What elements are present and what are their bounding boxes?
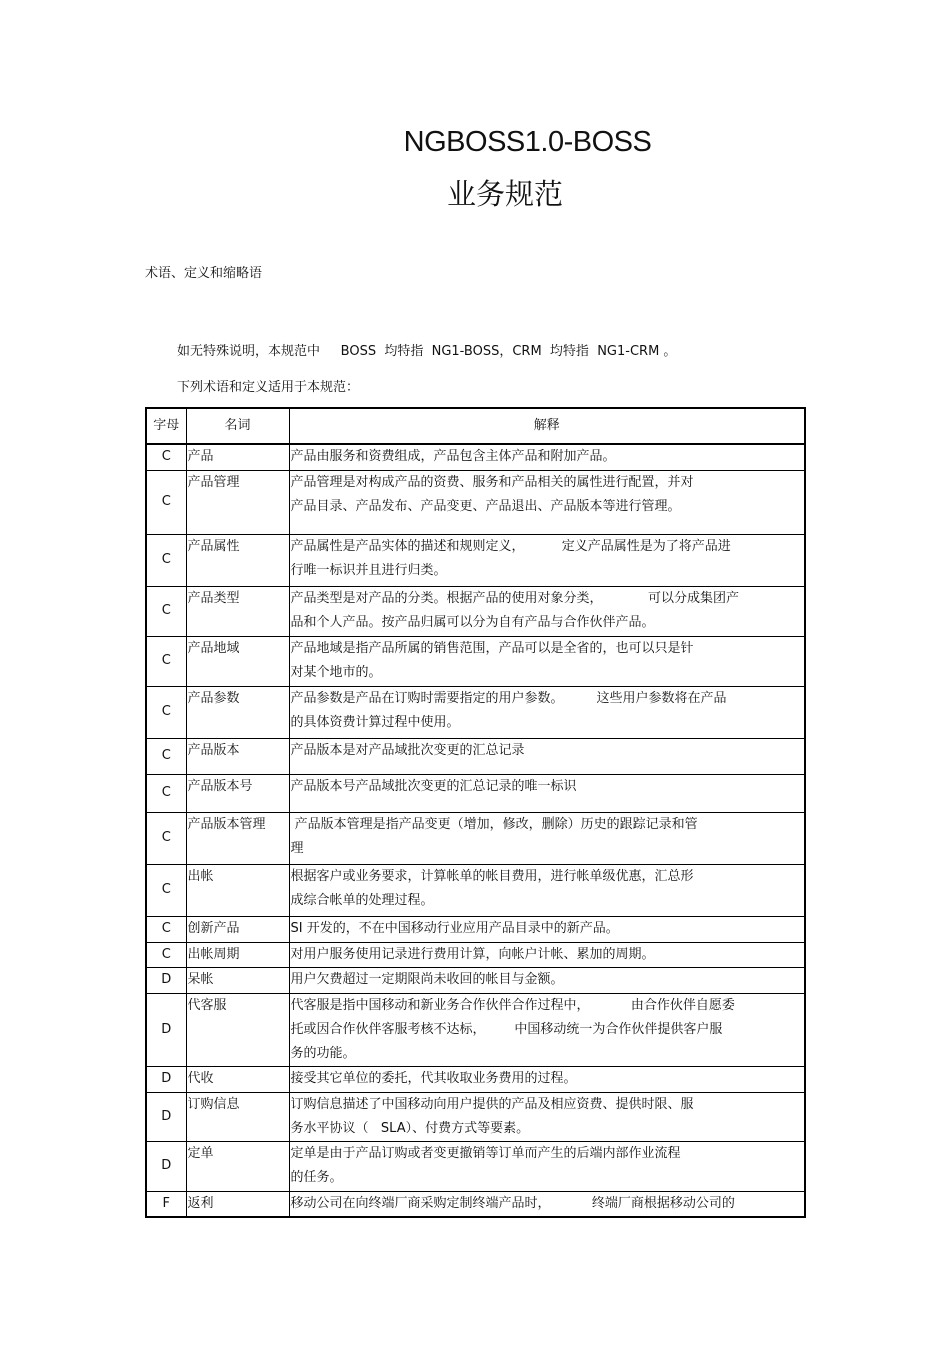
table-row: [146, 916, 805, 942]
term-definition: SI 开发的，不在中国移动行业应用产品目录中的新产品。: [289, 916, 805, 942]
term-name: 出帐: [186, 864, 289, 916]
term-name: 产品: [186, 444, 289, 470]
term-definition: 产品版本管理是指产品变更（增加，修改，删除）历史的跟踪记录和管 理: [289, 812, 805, 864]
table-row: [146, 636, 805, 686]
table-row: [146, 942, 805, 967]
term-definition: 产品管理是对构成产品的资费、服务和产品相关的属性进行配置，并对 产品目录、产品发布、产品变更、产品退出、产品版本等进行管理。: [289, 470, 805, 534]
term-name: 产品参数: [186, 686, 289, 738]
term-name: 产品版本号: [186, 774, 289, 812]
table-row: [146, 1141, 805, 1191]
term-name: 产品版本管理: [186, 812, 289, 864]
term-definition: 产品参数是产品在订购时需要指定的用户参数。 这些用户参数将在产品 的具体资费计算过程中使用。: [289, 686, 805, 738]
header-letter: 字母: [146, 408, 186, 444]
term-definition: 产品类型是对产品的分类。根据产品的使用对象分类， 可以分成集团产 品和个人产品。按产品归属可以分为自有产品与合作伙伴产品。: [289, 586, 805, 636]
term-name: 产品属性: [186, 534, 289, 586]
term-definition: 定单是由于产品订购或者变更撤销等订单而产生的后端内部作业流程 的任务。: [289, 1141, 805, 1191]
term-letter: D: [146, 967, 186, 993]
term-letter: C: [146, 686, 186, 738]
table-row: [146, 1066, 805, 1092]
term-letter: F: [146, 1191, 186, 1217]
term-name: 定单: [186, 1141, 289, 1191]
term-name: 创新产品: [186, 916, 289, 942]
term-definition: 根据客户或业务要求，计算帐单的帐目费用，进行帐单级优惠，汇总形 成综合帐单的处理过程。: [289, 864, 805, 916]
section-heading: 术语、定义和缩略语: [145, 266, 263, 281]
term-letter: C: [146, 774, 186, 812]
table-row: [146, 470, 805, 534]
table-row: [146, 864, 805, 916]
header-definition: 解释: [289, 408, 805, 444]
term-letter: C: [146, 738, 186, 774]
term-letter: C: [146, 636, 186, 686]
table-row: [146, 1092, 805, 1141]
term-letter: C: [146, 470, 186, 534]
term-letter: D: [146, 1066, 186, 1092]
table-row: [146, 534, 805, 586]
term-name: 产品管理: [186, 470, 289, 534]
term-letter: C: [146, 534, 186, 586]
term-definition: 移动公司在向终端厂商采购定制终端产品时， 终端厂商根据移动公司的: [289, 1191, 805, 1217]
intro-paragraph: 如无特殊说明，本规范中 BOSS 均特指 NG1-BOSS，CRM 均特指 NG1-CRM 。: [177, 344, 677, 359]
document-subtitle: 业务规范: [446, 177, 563, 211]
term-letter: C: [146, 864, 186, 916]
term-letter: D: [146, 1141, 186, 1191]
term-definition: 产品属性是产品实体的描述和规则定义， 定义产品属性是为了将产品进 行唯一标识并且进行归类。: [289, 534, 805, 586]
term-letter: C: [146, 444, 186, 470]
term-name: 呆帐: [186, 967, 289, 993]
table-row: [146, 586, 805, 636]
term-definition: 产品地域是指产品所属的销售范围，产品可以是全省的，也可以只是针 对某个地市的。: [289, 636, 805, 686]
term-definition: 产品版本号产品域批次变更的汇总记录的唯一标识: [289, 774, 805, 812]
term-letter: D: [146, 993, 186, 1066]
header-term: 名词: [186, 408, 289, 444]
terms-table: [145, 407, 806, 1218]
term-definition: 对用户服务使用记录进行费用计算，向帐户计帐、累加的周期。: [289, 942, 805, 967]
table-row: [146, 444, 805, 470]
term-name: 产品版本: [186, 738, 289, 774]
document-title: NGBOSS1.0-BOSS: [403, 126, 652, 158]
term-definition: 订购信息描述了中国移动向用户提供的产品及相应资费、提供时限、服 务水平协议（ SLA）、付费方式等要素。: [289, 1092, 805, 1141]
term-letter: C: [146, 942, 186, 967]
table-row: [146, 1191, 805, 1217]
table-row: [146, 686, 805, 738]
term-name: 出帐周期: [186, 942, 289, 967]
term-definition: 产品版本是对产品域批次变更的汇总记录: [289, 738, 805, 774]
term-name: 代客服: [186, 993, 289, 1066]
term-letter: C: [146, 812, 186, 864]
term-definition: 接受其它单位的委托，代其收取业务费用的过程。: [289, 1066, 805, 1092]
term-definition: 产品由服务和资费组成，产品包含主体产品和附加产品。: [289, 444, 805, 470]
term-definition: 代客服是指中国移动和新业务合作伙伴合作过程中， 由合作伙伴自愿委 托或因合作伙伴客服考核不达标， 中国移动统一为合作伙伴提供客户服 务的功能。: [289, 993, 805, 1066]
term-letter: C: [146, 916, 186, 942]
term-letter: C: [146, 586, 186, 636]
term-name: 订购信息: [186, 1092, 289, 1141]
term-name: 产品地域: [186, 636, 289, 686]
term-name: 代收: [186, 1066, 289, 1092]
table-row: [146, 774, 805, 812]
table-row: [146, 993, 805, 1066]
intro-paragraph-2: 下列术语和定义适用于本规范：: [177, 380, 360, 395]
table-row: [146, 812, 805, 864]
table-row: [146, 967, 805, 993]
term-name: 返利: [186, 1191, 289, 1217]
term-name: 产品类型: [186, 586, 289, 636]
table-header-row: [146, 408, 805, 444]
term-letter: D: [146, 1092, 186, 1141]
term-definition: 用户欠费超过一定期限尚未收回的帐目与金额。: [289, 967, 805, 993]
table-row: [146, 738, 805, 774]
